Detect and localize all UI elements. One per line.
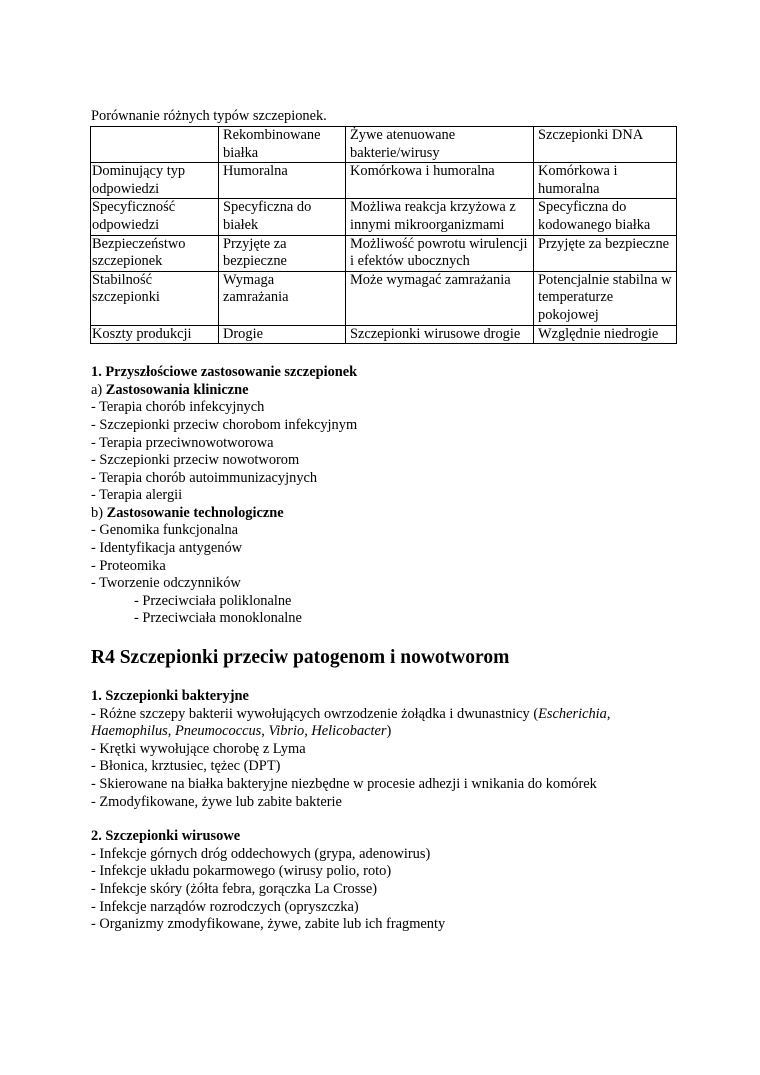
list-item: - Szczepionki przeciw nowotworom <box>91 452 300 469</box>
section-heading: 1. Szczepionki bakteryjne <box>91 688 249 705</box>
section-heading: 2. Szczepionki wirusowe <box>91 828 241 845</box>
list-item-close: ) <box>386 723 392 740</box>
table-cell: Specyficzność odpowiedzi <box>91 199 219 235</box>
table-cell: Komórkowa i humoralna <box>346 163 534 199</box>
list-item: - Terapia chorób infekcyjnych <box>91 399 265 416</box>
list-item-text: - Różne szczepy bakterii wywołujących owrzodzenie żołądka i dwunastnicy ( <box>91 705 539 722</box>
comparison-table <box>90 126 677 344</box>
list-item: - Terapia alergii <box>91 487 183 504</box>
list-item: - Krętki wywołujące chorobę z Lyma <box>91 740 306 757</box>
table-cell: Komórkowa i humoralna <box>534 163 677 199</box>
list-item: - Różne szczepy bakterii wywołujących owrzodzenie żołądka i dwunastnicy (Escherichia, Haemophilus, Pneumococcus, Vibrio, Helicobacter) <box>91 705 611 740</box>
table-cell: Przyjęte za bezpieczne <box>219 235 346 271</box>
table-header-cell: Żywe atenuowane bakterie/wirusy <box>346 127 534 163</box>
future-applications-section <box>91 364 681 628</box>
table-cell: Może wymagać zamrażania <box>346 271 534 325</box>
subsection-title: Zastosowania kliniczne <box>105 381 249 398</box>
table-row <box>91 199 677 235</box>
list-item: - Organizmy zmodyfikowane, żywe, zabite lub ich fragmenty <box>91 916 446 933</box>
list-item: - Infekcje skóry (żółta febra, gorączka La Crosse) <box>91 880 378 897</box>
species-name: Vibrio <box>268 723 305 740</box>
list-item: - Infekcje narządów rozrodczych (opryszczka) <box>91 898 359 915</box>
spacer <box>91 811 681 828</box>
viral-vaccines-section <box>91 828 681 934</box>
nested-list-item: - Przeciwciała monoklonalne <box>134 610 302 627</box>
table-row <box>91 325 677 344</box>
species-name: Pneumococcus <box>174 723 262 740</box>
table-cell: Możliwość powrotu wirulencji i efektów ubocznych <box>346 235 534 271</box>
table-cell: Bezpieczeństwo szczepionek <box>91 235 219 271</box>
list-item: - Infekcje górnych dróg oddechowych (grypa, adenowirus) <box>91 845 431 862</box>
table-cell: Szczepionki wirusowe drogie <box>346 325 534 344</box>
table-row <box>91 271 677 325</box>
species-name: Escherichia <box>538 705 607 722</box>
list-item: - Szczepionki przeciw chorobom infekcyjnym <box>91 416 358 433</box>
subsection-heading <box>91 382 681 400</box>
list-item: - Genomika funkcjonalna <box>91 522 239 539</box>
table-cell: Specyficzna do kodowanego białka <box>534 199 677 235</box>
bacterial-vaccines-section <box>91 688 681 811</box>
list-item: - Terapia chorób autoimmunizacyjnych <box>91 469 318 486</box>
table-header-row <box>91 127 677 163</box>
table-cell: Możliwa reakcja krzyżowa z innymi mikroorganizmami <box>346 199 534 235</box>
table-cell: Względnie niedrogie <box>534 325 677 344</box>
subsection-prefix: a) <box>91 381 106 398</box>
table-row <box>91 235 677 271</box>
table-cell: Dominujący typ odpowiedzi <box>91 163 219 199</box>
species-name: Helicobacter <box>311 723 387 740</box>
list-item: - Identyfikacja antygenów <box>91 540 243 557</box>
table-header-cell: Szczepionki DNA <box>534 127 677 163</box>
table-caption: Porównanie różnych typów szczepionek. <box>91 108 327 124</box>
table-cell: Przyjęte za bezpieczne <box>534 235 677 271</box>
chapter-heading: R4 Szczepionki przeciw patogenom i nowotworom <box>91 647 510 669</box>
table-cell: Koszty produkcji <box>91 325 219 344</box>
species-name: Haemophilus <box>91 723 168 740</box>
document-page <box>91 108 681 934</box>
table-cell: Potencjalnie stabilna w temperaturze pokojowej <box>534 271 677 325</box>
table-cell: Specyficzna do białek <box>219 199 346 235</box>
table-cell: Humoralna <box>219 163 346 199</box>
table-cell: Wymaga zamrażania <box>219 271 346 325</box>
list-item: - Proteomika <box>91 557 166 574</box>
subsection-title: Zastosowanie technologiczne <box>106 504 284 521</box>
list-item: - Zmodyfikowane, żywe lub zabite bakterie <box>91 793 342 810</box>
table-row <box>91 163 677 199</box>
subsection-prefix: b) <box>91 504 107 521</box>
table-cell: Drogie <box>219 325 346 344</box>
table-header-cell: Rekombinowane białka <box>219 127 346 163</box>
nested-list-item: - Przeciwciała poliklonalne <box>134 592 292 609</box>
table-header-cell <box>91 127 219 163</box>
table-cell: Stabilność szczepionki <box>91 271 219 325</box>
list-item: - Skierowane na białka bakteryjne niezbędne w procesie adhezji i wnikania do komórek <box>91 776 597 792</box>
list-item: - Infekcje układu pokarmowego (wirusy polio, roto) <box>91 863 392 880</box>
section-heading: 1. Przyszłościowe zastosowanie szczepionek <box>91 364 358 381</box>
subsection-heading <box>91 505 681 523</box>
list-item: - Błonica, krztusiec, tężec (DPT) <box>91 758 281 775</box>
list-item: - Tworzenie odczynników <box>91 575 241 592</box>
list-item: - Terapia przeciwnowotworowa <box>91 434 274 451</box>
